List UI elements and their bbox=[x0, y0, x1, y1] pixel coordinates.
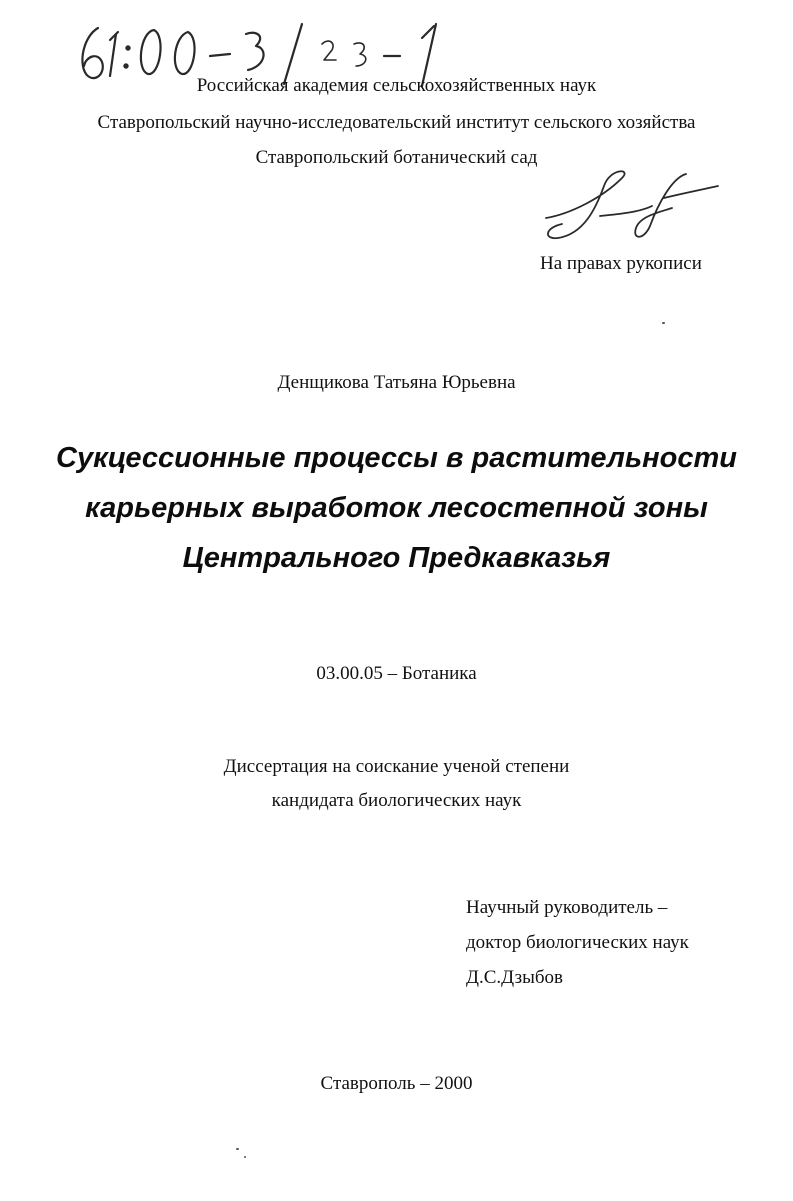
degree-line-1: Диссертация на соискание ученой степени bbox=[223, 756, 570, 777]
title-line-3: Центрального Предкавказья bbox=[182, 542, 611, 574]
title-line-2: карьерных выработок лесостепной зоны bbox=[85, 492, 708, 524]
supervisor-name: Д.С.Дзыбов bbox=[466, 967, 563, 988]
degree-line-2: кандидата биологических наук bbox=[271, 790, 522, 811]
place-year: Ставрополь – 2000 bbox=[320, 1073, 473, 1094]
academy-name: Российская академия сельскохозяйственных наук bbox=[196, 75, 597, 96]
title-line-1: Сукцессионные процессы в растительности bbox=[56, 442, 737, 474]
specialty-code: 03.00.05 – Ботаника bbox=[316, 663, 477, 684]
author-name: Денщикова Татьяна Юрьевна bbox=[277, 372, 516, 393]
supervisor-role: Научный руководитель – bbox=[466, 897, 668, 918]
manuscript-note: На правах рукописи bbox=[540, 253, 702, 274]
scan-speck bbox=[236, 1148, 239, 1150]
scan-speck bbox=[662, 322, 665, 324]
institute-name: Ставропольский научно-исследовательский институт сельского хозяйства bbox=[97, 112, 696, 133]
supervisor-rank: доктор биологических наук bbox=[466, 932, 689, 953]
scan-speck bbox=[244, 1156, 246, 1158]
handwritten-signature bbox=[540, 168, 730, 246]
garden-name: Ставропольский ботанический сад bbox=[255, 147, 538, 168]
